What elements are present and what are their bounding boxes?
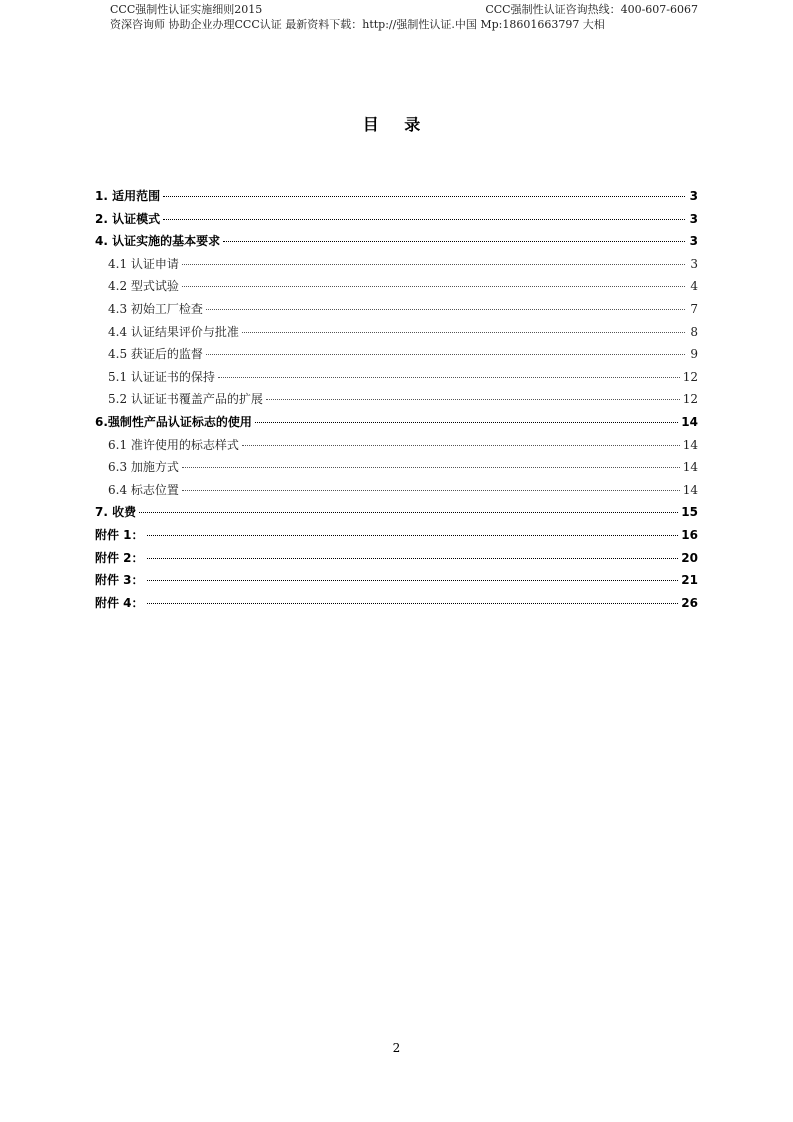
toc-leader-dots [242,445,680,446]
toc-leader-dots [206,309,685,310]
toc-leader-dots [206,354,685,355]
toc-leader-dots [255,422,678,423]
toc-leader-dots [182,264,685,265]
toc-leader-dots [218,377,680,378]
toc-entry-label: 6.强制性产品认证标志的使用 [95,414,252,429]
toc-entry-label: 4.3 初始工厂检查 [108,301,203,316]
toc-leader-dots [139,512,678,513]
table-of-contents [95,187,698,616]
toc-entry[interactable] [95,436,698,459]
toc-entry-label: 6.4 标志位置 [108,482,179,497]
toc-entry-page: 16 [681,527,698,542]
toc-entry-label: 1. 适用范围 [95,189,161,203]
toc-entry[interactable] [95,571,698,594]
toc-leader-dots [223,241,685,242]
toc-title: 目 录 [362,115,431,134]
toc-leader-dots [163,219,685,220]
toc-entry[interactable] [95,255,698,278]
toc-entry[interactable] [95,481,698,504]
toc-leader-dots [266,399,680,400]
toc-leader-dots [163,196,685,197]
toc-entry-page: 14 [681,414,698,429]
toc-leader-dots [147,558,679,559]
toc-leader-dots [182,490,680,491]
toc-entry-page: 3 [689,189,698,203]
header-row-top [110,2,698,17]
toc-entry-page: 12 [682,369,698,384]
toc-entry[interactable] [95,210,698,233]
toc-entry[interactable] [95,413,698,436]
toc-entry-page: 3 [689,211,698,226]
toc-leader-dots [242,332,685,333]
toc-entry[interactable] [95,526,698,549]
page-number: 2 [392,1041,401,1055]
page-header [110,2,698,32]
toc-entry-page: 20 [681,550,698,565]
toc-entry-label: 4.5 获证后的监督 [108,347,203,362]
toc-entry-page: 7 [690,301,698,316]
header-right-text: CCC强制性认证咨询热线：400-607-6067 [485,3,698,16]
toc-entry[interactable] [95,300,698,323]
toc-entry[interactable] [95,594,698,617]
toc-entry[interactable] [95,390,698,413]
header-contact-text: 资深咨询师 协助企业办理CCC认证 最新资料下载：http://强制性认证.中国 Mp:18601663797 大相 [110,18,605,31]
header-left-text: CCC强制性认证实施细则2015 [110,3,263,16]
toc-entry-page: 21 [681,573,698,588]
toc-entry[interactable] [95,323,698,346]
toc-entry-label: 5.2 认证证书覆盖产品的扩展 [108,392,263,407]
toc-entry-label: 5.1 认证证书的保持 [108,369,215,384]
toc-entry-page: 8 [690,324,698,339]
toc-entry-label: 附件 1： [95,527,144,542]
toc-entry[interactable] [95,345,698,368]
toc-entry-page: 4 [690,279,698,294]
toc-entry-page: 3 [689,234,698,249]
toc-entry[interactable] [95,549,698,572]
toc-entry[interactable] [95,458,698,481]
toc-entry-label: 4.1 认证申请 [108,256,179,271]
toc-entry-label: 附件 4： [95,595,144,610]
toc-entry-page: 14 [682,482,698,497]
toc-entry-label: 附件 2： [95,550,144,565]
toc-entry[interactable] [95,277,698,300]
toc-leader-dots [147,535,679,536]
toc-leader-dots [147,580,679,581]
toc-entry-page: 26 [681,595,698,610]
header-row-bottom [110,17,698,32]
toc-entry-label: 7. 收费 [95,505,137,520]
toc-entry-label: 4. 认证实施的基本要求 [95,234,221,249]
toc-entry-label: 2. 认证模式 [95,211,161,226]
toc-entry-label: 4.2 型式试验 [108,279,179,294]
toc-entry-page: 14 [682,437,698,452]
toc-entry-label: 6.1 准许使用的标志样式 [108,437,239,452]
toc-entry-page: 15 [681,505,698,520]
toc-leader-dots [147,603,679,604]
toc-leader-dots [182,467,680,468]
toc-entry[interactable] [95,232,698,255]
toc-entry[interactable] [95,368,698,391]
toc-entry-page: 3 [690,256,698,271]
toc-entry-page: 12 [682,392,698,407]
toc-entry-page: 9 [690,347,698,362]
toc-leader-dots [182,286,685,287]
toc-entry[interactable] [95,503,698,526]
toc-entry[interactable] [95,187,698,210]
toc-entry-label: 附件 3： [95,573,144,588]
toc-entry-label: 6.3 加施方式 [108,460,179,475]
toc-entry-page: 14 [682,460,698,475]
toc-entry-label: 4.4 认证结果评价与批准 [108,324,239,339]
